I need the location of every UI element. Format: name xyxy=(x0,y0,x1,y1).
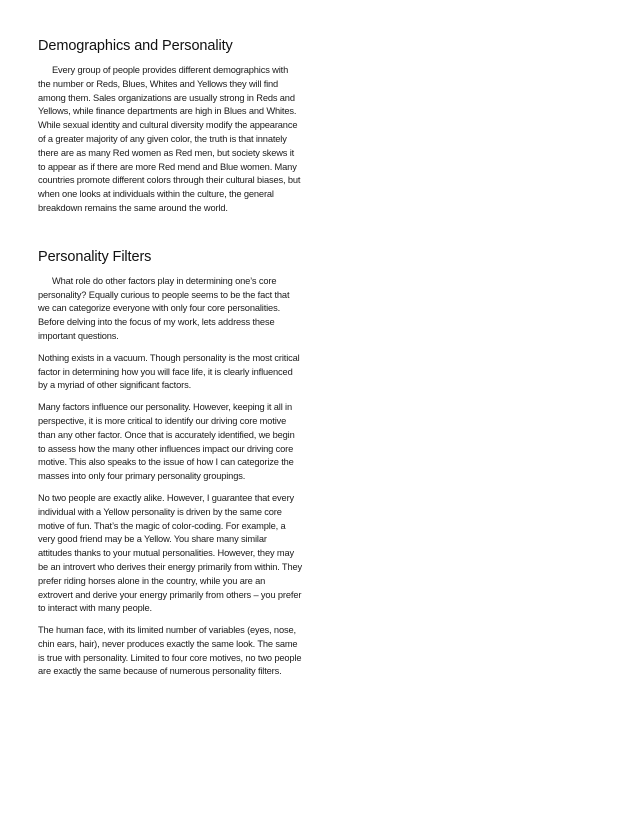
paragraph: Every group of people provides different demographics with the number or Reds, Blues, Whites and Yellows they will find among them. Sales organizations are usually strong in Reds and Yellows, while finance departments are high in Blues and Whites. While sexual identity and cultural diversity modify the appearance of a greater majority of any given color, the truth is that innately there are as many Red women as Red men, but society skews it to appear as if there are more Red mend and Blue women. Many countries promote different colors through their cultural biases, but when one looks at individuals within the culture, the general breakdown remains the same around the world. xyxy=(38,65,301,213)
document-page xyxy=(38,38,302,687)
section-heading: Demographics and Personality xyxy=(38,38,233,54)
section-heading: Personality Filters xyxy=(38,248,152,265)
paragraph: No two people are exactly alike. However, I guarantee that every individual with a Yellow personality is driven by the same core motive of fun. That’s the magic of color-coding. For example, a very good friend may be a Yellow. You share many similar attitudes thanks to your mutual personalities. However, they may be an introvert who derives their energy primarily from within. They prefer riding horses alone in the country, while you are an extrovert and derive your energy primarily from others – you prefer to interact with many people. xyxy=(38,492,302,614)
paragraph: Many factors influence our personality. However, keeping it all in perspective, it is more critical to identify our driving core motive than any other factor. Once that is accurately identified, we begin to assess how the many other influences impact our driving core motive. This also speaks to the issue of how I can categorize the masses into only four primary personality groupings. xyxy=(38,402,295,482)
paragraph: Nothing exists in a vacuum. Though personality is the most critical factor in determining how you will face life, it is clearly influenced by a myriad of other significant factors. xyxy=(38,352,300,391)
paragraph: The human face, with its limited number of variables (eyes, nose, chin ears, hair), never produces exactly the same look. The same is true with personality. Limited to four core motives, no two people are exactly the same because of numerous personality filters. xyxy=(38,625,302,677)
paragraph: What role do other factors play in determining one’s core personality? Equally curious to people seems to be the fact that we can categorize everyone with only four core personalities. Before delving into the focus of my work, lets address these important questions. xyxy=(38,275,290,341)
section-demographics xyxy=(38,38,302,216)
section-personality-filters xyxy=(38,249,302,680)
